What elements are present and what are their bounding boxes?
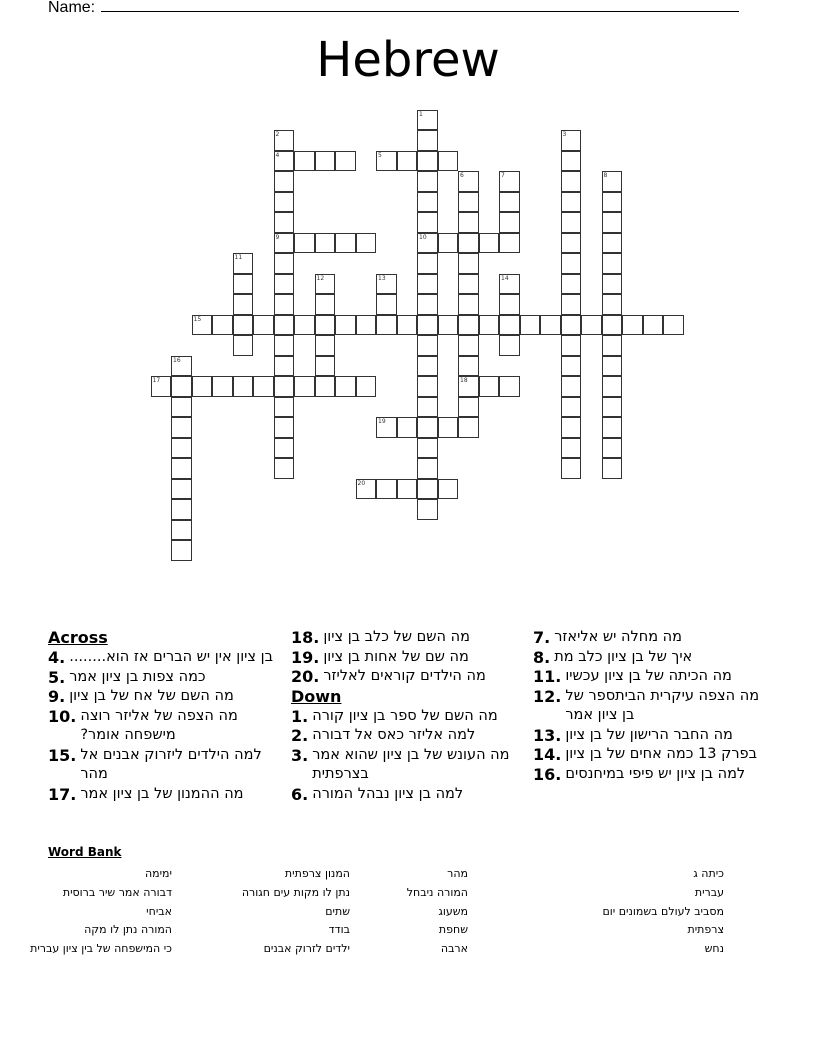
crossword-cell[interactable]: [417, 335, 438, 356]
crossword-cell[interactable]: [417, 294, 438, 315]
clue-number: 15: [193, 315, 202, 323]
crossword-cell[interactable]: [335, 151, 356, 172]
crossword-cell[interactable]: [356, 376, 377, 397]
clue-text: למה אליזר כאס אל דבורה: [312, 727, 476, 743]
crossword-cell[interactable]: [417, 438, 438, 459]
crossword-cell[interactable]: [315, 356, 336, 377]
crossword-cell[interactable]: [171, 397, 192, 418]
word-bank-item: המורה ניבחל: [406, 885, 468, 899]
crossword-cell[interactable]: [458, 274, 479, 295]
crossword-cell[interactable]: [212, 376, 233, 397]
clue-item: [533, 745, 765, 765]
crossword-cell[interactable]: [397, 479, 418, 500]
crossword-cell[interactable]: [417, 171, 438, 192]
clue-number-label: 6.: [291, 784, 309, 804]
crossword-cell[interactable]: [376, 479, 397, 500]
crossword-cell[interactable]: [171, 499, 192, 520]
crossword-cell[interactable]: [561, 212, 582, 233]
crossword-cell[interactable]: [294, 151, 315, 172]
clue-number-label: 12.: [533, 686, 562, 706]
crossword-cell[interactable]: [417, 151, 438, 172]
clue-number-label: 5.: [48, 667, 66, 687]
page-title: Hebrew: [316, 32, 500, 88]
crossword-cell[interactable]: [499, 233, 520, 254]
crossword-cell[interactable]: [335, 233, 356, 254]
crossword-cell[interactable]: [417, 499, 438, 520]
clue-number-label: 9.: [48, 687, 66, 706]
crossword-cell[interactable]: [274, 397, 295, 418]
crossword-cell[interactable]: [233, 253, 254, 274]
clue-number-label: 3.: [291, 745, 309, 765]
word-bank-item: המורה נתן לו מקה: [84, 923, 172, 937]
crossword-cell[interactable]: [151, 376, 172, 397]
crossword-cell[interactable]: [561, 417, 582, 438]
clue-text: מה השם של כלב בן ציון: [323, 629, 470, 645]
clue-number-label: 11.: [533, 667, 562, 686]
clue-heading-down: Down: [291, 686, 342, 706]
crossword-cell[interactable]: [458, 335, 479, 356]
crossword-cell[interactable]: [274, 212, 295, 233]
crossword-cell[interactable]: [479, 315, 500, 336]
crossword-cell[interactable]: [499, 315, 520, 336]
clue-text: בפרק 13 כמה אחים של בן ציון: [565, 746, 757, 762]
word-bank-column-2: [228, 865, 350, 959]
word-bank-item: בודד: [328, 923, 350, 937]
clue-number-label: 15.: [48, 745, 77, 765]
crossword-cell[interactable]: [643, 315, 664, 336]
crossword-cell[interactable]: [458, 253, 479, 274]
clue-text: למה הילדים ליזרוק אבנים אל מהר: [80, 746, 262, 782]
crossword-cell[interactable]: [274, 171, 295, 192]
crossword-cell[interactable]: [356, 233, 377, 254]
crossword-cell[interactable]: [499, 171, 520, 192]
crossword-cell[interactable]: [581, 315, 602, 336]
word-bank-item: המנון צרפתית: [284, 867, 350, 880]
crossword-cell[interactable]: [397, 151, 418, 172]
clue-number: 18: [460, 377, 468, 384]
crossword-cell[interactable]: [499, 294, 520, 315]
crossword-cell[interactable]: [561, 192, 582, 213]
word-bank-item: צרפתית: [687, 923, 724, 937]
word-bank-item: כי המישפחה של בין ציון עברית: [30, 942, 172, 956]
crossword-cell[interactable]: [315, 315, 336, 336]
clue-number-label: 10.: [48, 706, 77, 726]
clue-number: 6: [460, 172, 464, 179]
crossword-cell[interactable]: [438, 417, 459, 438]
crossword-cell[interactable]: [520, 315, 541, 336]
word-bank-item: ארבה: [440, 942, 468, 956]
clue-number: 7: [501, 172, 505, 179]
crossword-cell[interactable]: [417, 233, 438, 254]
crossword-cell[interactable]: [499, 274, 520, 295]
clue-number: 16: [173, 356, 181, 364]
name-label: Name:: [48, 0, 96, 16]
clue-number-label: 2.: [291, 726, 309, 745]
crossword-cell[interactable]: [274, 192, 295, 213]
crossword-cell[interactable]: [212, 315, 233, 336]
crossword-cell[interactable]: [294, 233, 315, 254]
crossword-cell[interactable]: [233, 335, 254, 356]
crossword-cell[interactable]: [458, 192, 479, 213]
word-bank-item: שתים: [325, 904, 350, 918]
crossword-cell[interactable]: [417, 212, 438, 233]
crossword-cell[interactable]: [561, 438, 582, 459]
crossword-cell[interactable]: [335, 376, 356, 397]
crossword-cell[interactable]: [417, 417, 438, 438]
clue-text: מה השם של אח של בן ציון: [69, 688, 234, 704]
word-bank-item: שחפת: [438, 923, 468, 937]
clue-text: מה העונש של בן ציון שהוא אמר בצרפתית: [312, 746, 510, 782]
clue-item: [291, 746, 523, 785]
clue-item: [48, 785, 280, 805]
clue-number: 14: [501, 274, 509, 282]
crossword-cell[interactable]: [499, 376, 520, 397]
clue-item: [533, 726, 765, 746]
word-bank-item: מהר: [447, 867, 468, 880]
crossword-cell[interactable]: [274, 233, 295, 254]
crossword-cell[interactable]: [417, 397, 438, 418]
clue-number: 9: [275, 233, 280, 241]
clue-item: [48, 668, 280, 688]
crossword-cell[interactable]: [602, 253, 623, 274]
clue-number: 2: [275, 131, 280, 138]
crossword-cell[interactable]: [479, 376, 500, 397]
clue-number-label: 17.: [48, 784, 77, 804]
crossword-cell[interactable]: [356, 315, 377, 336]
crossword-cell[interactable]: [274, 294, 295, 315]
clues-column-3: [533, 628, 765, 784]
clue-text: מה הצפה עיקרית הביתספר של בן ציון אמר: [565, 687, 760, 723]
clue-number: 11: [234, 254, 243, 261]
clue-item: [291, 628, 523, 648]
crossword-cell[interactable]: [253, 376, 274, 397]
crossword-cell[interactable]: [602, 274, 623, 295]
crossword-cell[interactable]: [602, 171, 623, 192]
word-bank-title: Word Bank: [48, 845, 122, 859]
crossword-cell[interactable]: [315, 151, 336, 172]
clue-text: מה החבר הרישון של בן ציון: [565, 726, 733, 743]
clue-item: [533, 628, 765, 648]
crossword-cell[interactable]: [479, 233, 500, 254]
word-bank-item: דבורה אמר שיר ברוסית: [62, 885, 172, 899]
clue-item: [533, 765, 765, 785]
word-bank-item: מסביב לעולם בשמונים יום: [602, 904, 724, 918]
clue-heading-across: Across: [48, 628, 108, 647]
clue-number: 8: [603, 172, 608, 179]
crossword-cell[interactable]: [274, 335, 295, 356]
crossword-cell[interactable]: [233, 376, 254, 397]
crossword-cell[interactable]: [602, 315, 623, 336]
crossword-cell[interactable]: [274, 315, 295, 336]
crossword-cell[interactable]: [417, 192, 438, 213]
clue-item: [533, 648, 765, 668]
clue-number-label: 14.: [533, 745, 562, 764]
crossword-cell[interactable]: [315, 376, 336, 397]
crossword-cell[interactable]: [602, 438, 623, 459]
crossword-cell[interactable]: [192, 315, 213, 336]
crossword-cell[interactable]: [561, 253, 582, 274]
crossword-cell[interactable]: [315, 233, 336, 254]
clue-item: [291, 648, 523, 668]
crossword-cell[interactable]: [233, 294, 254, 315]
clue-number-label: 20.: [291, 667, 320, 686]
crossword-cell[interactable]: [274, 274, 295, 295]
word-bank-column-3: [408, 865, 468, 959]
crossword-cell[interactable]: [458, 171, 479, 192]
crossword-cell[interactable]: [602, 294, 623, 315]
crossword-cell[interactable]: [602, 376, 623, 397]
clue-number-label: 4.: [48, 648, 66, 667]
clue-item: [291, 707, 523, 727]
crossword-cell[interactable]: [561, 335, 582, 356]
crossword-cell[interactable]: [561, 397, 582, 418]
clue-number: 12: [316, 274, 325, 282]
clue-item: [291, 667, 523, 687]
clues-column-2: [291, 628, 523, 804]
clue-text: בן ציון אין יש הברים אז הוא........: [69, 649, 273, 665]
crossword-cell[interactable]: [376, 294, 397, 315]
crossword-cell[interactable]: [561, 233, 582, 254]
clue-text: מה השם של ספר בן ציון קורה: [312, 707, 498, 724]
crossword-cell[interactable]: [499, 192, 520, 213]
crossword-cell[interactable]: [458, 356, 479, 377]
clue-text: למה בן ציון יש פיפי במיחנסים: [565, 765, 746, 782]
crossword-cell[interactable]: [602, 397, 623, 418]
crossword-cell[interactable]: [315, 294, 336, 315]
clue-number: 19: [378, 418, 386, 425]
crossword-cell[interactable]: [274, 417, 295, 438]
crossword-cell[interactable]: [274, 356, 295, 377]
crossword-cell[interactable]: [171, 458, 192, 479]
crossword-cell[interactable]: [438, 233, 459, 254]
word-bank-item: נחש: [704, 942, 724, 956]
crossword-cell[interactable]: [171, 376, 192, 397]
crossword-cell[interactable]: [602, 458, 623, 479]
crossword-cell[interactable]: [438, 479, 459, 500]
crossword-cell[interactable]: [171, 417, 192, 438]
crossword-cell[interactable]: [561, 294, 582, 315]
crossword-cell[interactable]: [417, 274, 438, 295]
clue-item: [48, 707, 280, 746]
crossword-cell[interactable]: [561, 356, 582, 377]
crossword-cell[interactable]: [540, 315, 561, 336]
clue-text: איך של בן ציון כלב מת: [554, 648, 693, 665]
crossword-cell[interactable]: [192, 376, 213, 397]
clue-item: [291, 785, 523, 805]
crossword-cell[interactable]: [335, 315, 356, 336]
crossword-cell[interactable]: [233, 274, 254, 295]
crossword-cell[interactable]: [602, 192, 623, 213]
clue-number: 13: [378, 274, 386, 282]
crossword-cell[interactable]: [417, 315, 438, 336]
word-bank-column-1: [30, 865, 172, 959]
crossword-cell[interactable]: [171, 479, 192, 500]
crossword-cell[interactable]: [458, 315, 479, 336]
crossword-cell[interactable]: [233, 315, 254, 336]
crossword-cell[interactable]: [397, 417, 418, 438]
crossword-cell[interactable]: [397, 315, 418, 336]
word-bank-item: עברית: [694, 885, 724, 899]
crossword-cell[interactable]: [294, 376, 315, 397]
word-bank-item: כיתה ג: [693, 867, 724, 880]
crossword-cell[interactable]: [253, 315, 274, 336]
clue-text: מה הילדים קוראים לאליזר: [323, 668, 486, 684]
crossword-cell[interactable]: [417, 356, 438, 377]
clue-text: מה שם של אחות בן ציון: [323, 648, 469, 665]
crossword-cell[interactable]: [458, 294, 479, 315]
clue-number-label: 13.: [533, 725, 562, 745]
clue-number-label: 18.: [291, 628, 320, 647]
clue-text: מה ההמנון של בן ציון אמר: [80, 785, 244, 802]
crossword-cell[interactable]: [274, 438, 295, 459]
crossword-cell[interactable]: [602, 417, 623, 438]
crossword-cell[interactable]: [622, 315, 643, 336]
crossword-cell[interactable]: [499, 212, 520, 233]
crossword-cell[interactable]: [376, 274, 397, 295]
crossword-cell[interactable]: [356, 479, 377, 500]
word-bank-item: אביחי: [146, 904, 172, 918]
word-bank-column-4: [588, 865, 724, 959]
crossword-cell[interactable]: [458, 417, 479, 438]
clue-item: [533, 667, 765, 687]
clue-number: 20: [357, 479, 366, 487]
crossword-cell[interactable]: [274, 130, 295, 151]
crossword-cell[interactable]: [602, 356, 623, 377]
clue-item: [291, 726, 523, 746]
clue-text: מה הכיתה של בן ציון עכשיו: [565, 668, 732, 684]
clue-item: [533, 687, 765, 726]
crossword-cell[interactable]: [602, 335, 623, 356]
crossword-cell[interactable]: [561, 171, 582, 192]
crossword-cell[interactable]: [417, 253, 438, 274]
clue-number: 1: [419, 110, 423, 118]
crossword-cell[interactable]: [417, 479, 438, 500]
crossword-cell[interactable]: [417, 130, 438, 151]
crossword-cell[interactable]: [376, 315, 397, 336]
word-bank-item: ילדים לזרוק אבנים: [263, 942, 350, 956]
crossword-cell[interactable]: [458, 233, 479, 254]
crossword-cell[interactable]: [294, 315, 315, 336]
crossword-cell[interactable]: [458, 397, 479, 418]
crossword-cell[interactable]: [417, 110, 438, 131]
crossword-cell[interactable]: [417, 458, 438, 479]
crossword-cell[interactable]: [663, 315, 684, 336]
crossword-cell[interactable]: [458, 212, 479, 233]
crossword-cell[interactable]: [438, 151, 459, 172]
clue-number-label: 8.: [533, 647, 551, 667]
crossword-cell[interactable]: [274, 458, 295, 479]
clue-number: 3: [562, 131, 567, 138]
crossword-cell[interactable]: [561, 130, 582, 151]
crossword-cell[interactable]: [171, 438, 192, 459]
clue-number: 10: [419, 233, 427, 241]
clue-item: [48, 648, 280, 668]
crossword-cell[interactable]: [561, 458, 582, 479]
crossword-cell[interactable]: [561, 315, 582, 336]
crossword-cell[interactable]: [376, 417, 397, 438]
clue-number-label: 16.: [533, 764, 562, 784]
clue-text: מה הצפה של אליזר רוצה מישפחה אומר?: [80, 707, 238, 743]
crossword-cell[interactable]: [315, 274, 336, 295]
crossword-cell[interactable]: [171, 356, 192, 377]
crossword-cell[interactable]: [274, 151, 295, 172]
clue-number: 17: [152, 377, 161, 384]
crossword-cell[interactable]: [499, 335, 520, 356]
clue-text: כמה צפות בן ציון אמר: [69, 668, 206, 685]
crossword-cell[interactable]: [561, 274, 582, 295]
word-bank-item: משעוג: [438, 904, 468, 918]
word-bank-item: ימימה: [144, 867, 172, 880]
crossword-cell[interactable]: [274, 376, 295, 397]
crossword-cell[interactable]: [417, 376, 438, 397]
word-bank-item: נתן לו מקות עים חגורה: [241, 885, 350, 899]
crossword-cell[interactable]: [561, 376, 582, 397]
crossword-cell[interactable]: [376, 151, 397, 172]
crossword-cell[interactable]: [315, 335, 336, 356]
clue-number-label: 1.: [291, 706, 309, 726]
clue-item: [48, 746, 280, 785]
clue-text: למה בן ציון נבהל המורה: [312, 785, 464, 802]
crossword-cell[interactable]: [171, 520, 192, 541]
crossword-cell[interactable]: [458, 376, 479, 397]
clue-text: מה מחלה יש אליאזר: [554, 629, 682, 645]
crossword-cell[interactable]: [561, 151, 582, 172]
clue-number: 5: [378, 151, 382, 159]
clue-number-label: 19.: [291, 647, 320, 667]
crossword-cell[interactable]: [171, 540, 192, 561]
crossword-cell[interactable]: [602, 212, 623, 233]
clue-number: 4: [275, 151, 280, 159]
crossword-cell[interactable]: [602, 233, 623, 254]
clue-number-label: 7.: [533, 628, 551, 647]
crossword-cell[interactable]: [438, 315, 459, 336]
crossword-cell[interactable]: [274, 253, 295, 274]
clue-item: [48, 687, 280, 707]
clues-column-1: [48, 628, 280, 804]
